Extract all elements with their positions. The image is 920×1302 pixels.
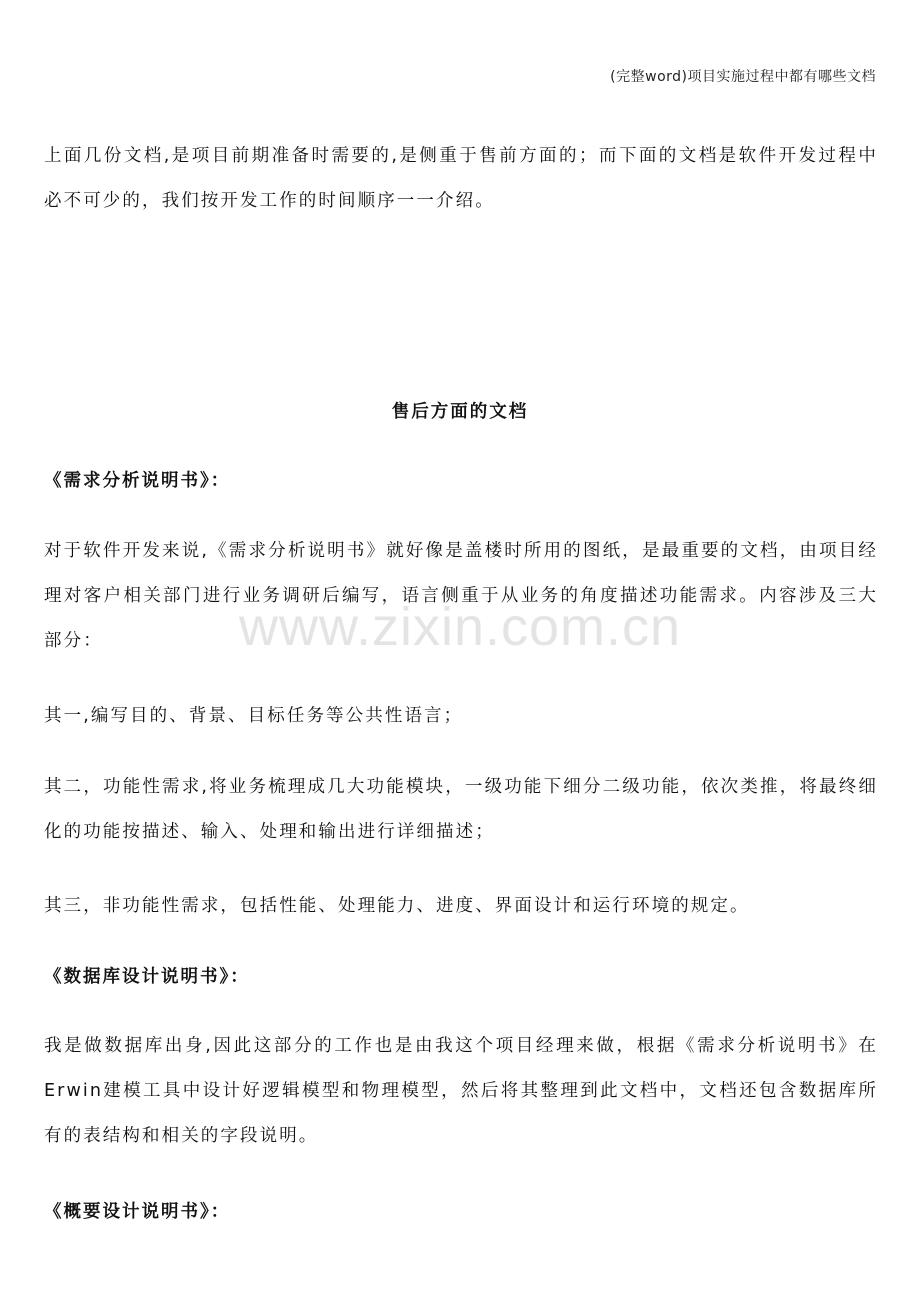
requirements-paragraph-4: 其三，非功能性需求，包括性能、处理能力、进度、界面设计和运行环境的规定。: [44, 896, 750, 916]
section-title: 售后方面的文档: [391, 402, 529, 422]
intro-paragraph: 上面几份文档,是项目前期准备时需要的,是侧重于售前方面的；而下面的文档是软件开发过程中必不可少的，我们按开发工作的时间顺序一一介绍。: [44, 146, 878, 211]
requirements-paragraph-2: 其一,编写目的、背景、目标任务等公共性语言；: [44, 706, 464, 726]
requirements-paragraph-1: 对于软件开发来说,《需求分析说明书》就好像是盖楼时所用的图纸，是最重要的文档，由项目经理对客户相关部门进行业务调研后编写，语言侧重于从业务的角度描述功能需求。内容涉及三大部分：: [44, 541, 878, 651]
requirements-paragraph-3: 其二，功能性需求,将业务梳理成几大功能模块，一级功能下细分二级功能，依次类推，将最终细化的功能按描述、输入、处理和输出进行详细描述；: [44, 777, 878, 842]
requirements-heading: 《需求分析说明书》：: [44, 471, 231, 491]
header-title: (完整word)项目实施过程中都有哪些文档: [610, 69, 876, 85]
database-paragraph-1: 我是做数据库出身,因此这部分的工作也是由我这个项目经理来做，根据《需求分析说明书》在Erwin建模工具中设计好逻辑模型和物理模型，然后将其整理到此文档中，文档还包含数据库所有的表结构和相关的字段说明。: [44, 1036, 878, 1146]
outline-heading: 《概要设计说明书》：: [44, 1202, 231, 1222]
watermark: www.zixin.com.cn: [238, 597, 682, 657]
database-heading: 《数据库设计说明书》：: [44, 967, 250, 987]
